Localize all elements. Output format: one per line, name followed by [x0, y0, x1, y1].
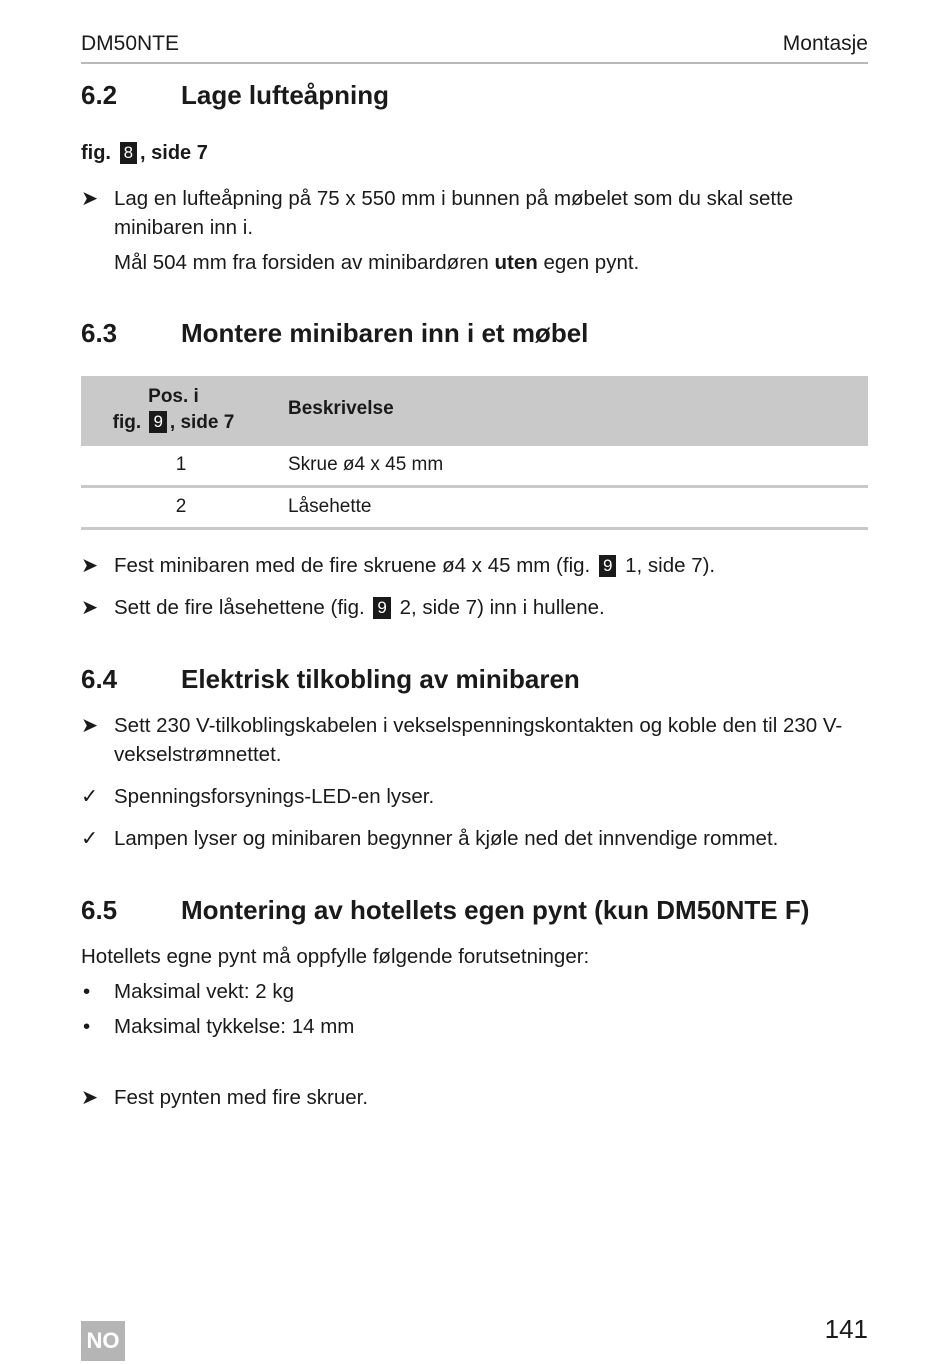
heading-number: 6.3 — [81, 318, 118, 348]
list-item-text: Maksimal vekt: 2 kg — [114, 980, 294, 1003]
instruction-step — [81, 551, 868, 580]
cell-description: Skrue ø4 x 45 mm — [288, 454, 444, 475]
heading-6-4 — [81, 664, 580, 695]
heading-title: Lage lufteåpning — [181, 80, 389, 110]
arrow-icon: ➤ — [81, 187, 99, 210]
list-item-text: Maksimal tykkelse: 14 mm — [114, 1015, 355, 1038]
step-note — [114, 248, 639, 277]
figure-number-badge: 8 — [120, 142, 137, 164]
table-row — [81, 488, 868, 530]
step-text — [114, 593, 868, 622]
step-text: Fest pynten med fire skruer. — [114, 1086, 369, 1109]
arrow-icon: ➤ — [81, 714, 99, 737]
fig-prefix: fig. — [81, 142, 111, 164]
fig-suffix: , side 7 — [169, 412, 235, 433]
note-text: Mål 504 mm fra forsiden av minibardøren — [114, 251, 495, 274]
step-text: Lag en lufteåpning på 75 x 550 mm i bunnen på møbelet som du skal sette minibaren inn i. — [114, 187, 794, 239]
header-model: DM50NTE — [81, 32, 180, 55]
instruction-step — [81, 1083, 868, 1112]
note-emphasis: uten — [494, 251, 538, 274]
cell-description: Låsehette — [288, 496, 372, 517]
bullet-icon: • — [83, 1015, 91, 1038]
step-text-end: 1, side 7). — [619, 554, 716, 577]
header-position-line1: Pos. i — [148, 386, 199, 407]
list-item — [81, 1012, 868, 1041]
step-text: Sett 230 V-tilkoblingskabelen i vekselspenningskontakten og koble den til 230 V-vekselstrømnettet. — [114, 714, 843, 766]
heading-6-3 — [81, 318, 588, 349]
arrow-icon: ➤ — [81, 596, 99, 619]
instruction-step — [81, 711, 868, 769]
heading-number: 6.2 — [81, 80, 118, 110]
arrow-icon: ➤ — [81, 554, 99, 577]
step-text — [114, 551, 868, 580]
figure-reference — [81, 142, 208, 165]
result-text: Lampen lyser og minibaren begynner å kjøle ned det innvendige rommet. — [114, 827, 779, 850]
heading-title: Montere minibaren inn i et møbel — [181, 318, 589, 348]
fig-suffix: , side 7 — [140, 142, 208, 164]
heading-6-5 — [81, 895, 809, 926]
header-description: Beskrivelse — [288, 398, 394, 419]
bullet-icon: • — [83, 980, 91, 1003]
page-number: 141 — [824, 1314, 868, 1344]
note-text-end: egen pynt. — [537, 251, 640, 274]
table-row — [81, 446, 868, 488]
header-position-line2 — [81, 410, 266, 436]
heading-6-2 — [81, 80, 389, 111]
check-icon: ✓ — [81, 827, 99, 850]
table-header — [81, 376, 868, 446]
check-icon: ✓ — [81, 785, 99, 808]
result-item — [81, 782, 868, 811]
language-badge: NO — [81, 1321, 125, 1361]
list-item — [81, 977, 868, 1006]
fig-prefix: fig. — [112, 412, 142, 433]
header-section: Montasje — [782, 32, 868, 55]
figure-number-badge: 9 — [149, 411, 166, 433]
result-item — [81, 824, 868, 853]
parts-table — [81, 376, 868, 530]
heading-number: 6.5 — [81, 895, 118, 925]
heading-title: Elektrisk tilkobling av minibaren — [181, 664, 580, 694]
instruction-step — [81, 593, 868, 622]
figure-number-badge: 9 — [599, 555, 616, 577]
heading-title: Montering av hotellets egen pynt (kun DM50NTE F) — [181, 895, 810, 925]
header-position — [81, 384, 266, 436]
step-text-start: Sett de fire låsehettene (fig. — [114, 596, 371, 619]
step-text-end: 2, side 7) inn i hullene. — [393, 596, 605, 619]
step-text-start: Fest minibaren med de fire skruene ø4 x 45 mm (fig. — [114, 554, 596, 577]
intro-text: Hotellets egne pynt må oppfylle følgende forutsetninger: — [81, 945, 590, 968]
cell-position: 1 — [175, 454, 187, 475]
heading-number: 6.4 — [81, 664, 118, 694]
cell-position: 2 — [175, 496, 187, 517]
result-text: Spenningsforsynings-LED-en lyser. — [114, 785, 435, 808]
figure-number-badge: 9 — [373, 597, 390, 619]
arrow-icon: ➤ — [81, 1086, 99, 1109]
instruction-step — [81, 184, 868, 242]
page-header — [81, 30, 868, 64]
